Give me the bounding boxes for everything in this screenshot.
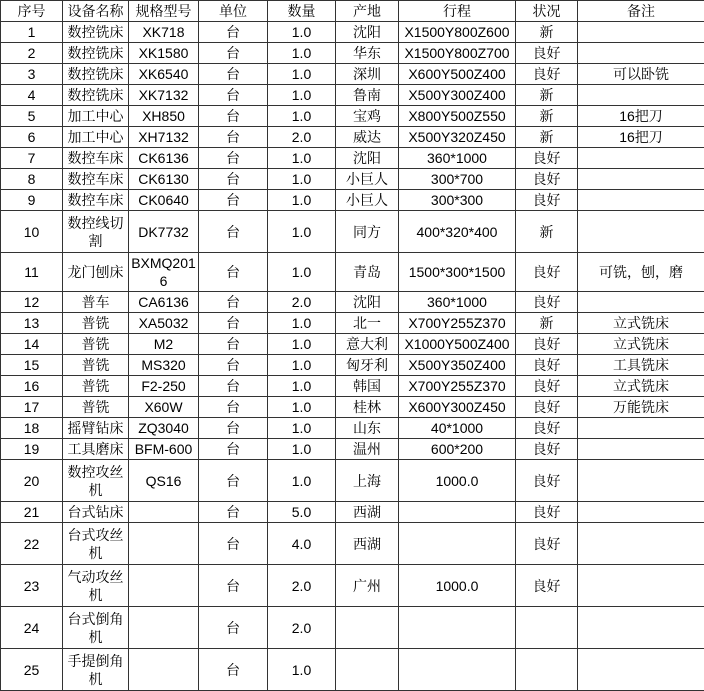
- cell-unit: 台: [199, 106, 268, 127]
- cell-origin: 深圳: [336, 64, 399, 85]
- cell-seq: 24: [1, 607, 63, 649]
- cell-model: XK6540: [129, 64, 199, 85]
- table-row: [1, 376, 704, 397]
- table-row: [1, 22, 704, 43]
- cell-travel: X700Y255Z370: [399, 313, 516, 334]
- cell-name: 加工中心: [63, 106, 129, 127]
- cell-travel: X1500Y800Z600: [399, 22, 516, 43]
- cell-model: CA6136: [129, 292, 199, 313]
- col-header-qty: 数量: [268, 1, 336, 22]
- cell-condition: 良好: [516, 460, 578, 502]
- cell-qty: 2.0: [268, 292, 336, 313]
- cell-travel: 40*1000: [399, 418, 516, 439]
- cell-qty: 1.0: [268, 418, 336, 439]
- cell-seq: 8: [1, 169, 63, 190]
- cell-condition: [516, 607, 578, 649]
- table-row: [1, 418, 704, 439]
- cell-unit: 台: [199, 565, 268, 607]
- cell-remark: [578, 649, 704, 691]
- col-header-seq: 序号: [1, 1, 63, 22]
- cell-travel: X500Y350Z400: [399, 355, 516, 376]
- table-row: [1, 565, 704, 607]
- cell-qty: 5.0: [268, 502, 336, 523]
- cell-unit: 台: [199, 127, 268, 148]
- table-row: [1, 397, 704, 418]
- cell-seq: 22: [1, 523, 63, 565]
- cell-remark: 工具铣床: [578, 355, 704, 376]
- cell-seq: 13: [1, 313, 63, 334]
- col-header-condition: 状况: [516, 1, 578, 22]
- cell-condition: [516, 649, 578, 691]
- cell-qty: 1.0: [268, 169, 336, 190]
- cell-remark: [578, 460, 704, 502]
- table-body: [1, 22, 704, 691]
- cell-origin: 上海: [336, 460, 399, 502]
- cell-name: 台式攻丝机: [63, 523, 129, 565]
- cell-travel: 300*700: [399, 169, 516, 190]
- table-row: [1, 169, 704, 190]
- cell-name: 加工中心: [63, 127, 129, 148]
- table-row: [1, 211, 704, 253]
- cell-travel: X600Y300Z450: [399, 397, 516, 418]
- cell-condition: 新: [516, 211, 578, 253]
- cell-seq: 9: [1, 190, 63, 211]
- cell-name: 普铣: [63, 334, 129, 355]
- cell-remark: 可铣，刨，磨: [578, 253, 704, 292]
- cell-origin: 广州: [336, 565, 399, 607]
- cell-origin: 意大利: [336, 334, 399, 355]
- cell-condition: 良好: [516, 190, 578, 211]
- cell-travel: 360*1000: [399, 292, 516, 313]
- cell-seq: 21: [1, 502, 63, 523]
- cell-travel: X700Y255Z370: [399, 376, 516, 397]
- col-header-travel: 行程: [399, 1, 516, 22]
- cell-name: 数控车床: [63, 169, 129, 190]
- cell-origin: [336, 649, 399, 691]
- cell-qty: 2.0: [268, 607, 336, 649]
- cell-condition: 良好: [516, 523, 578, 565]
- cell-name: 普铣: [63, 355, 129, 376]
- cell-origin: 威达: [336, 127, 399, 148]
- cell-condition: 新: [516, 313, 578, 334]
- cell-condition: 良好: [516, 43, 578, 64]
- cell-condition: 良好: [516, 355, 578, 376]
- cell-condition: 新: [516, 127, 578, 148]
- table-row: [1, 439, 704, 460]
- cell-origin: 鲁南: [336, 85, 399, 106]
- cell-model: XK1580: [129, 43, 199, 64]
- cell-condition: 良好: [516, 253, 578, 292]
- col-header-unit: 单位: [199, 1, 268, 22]
- cell-name: 气动攻丝机: [63, 565, 129, 607]
- cell-origin: 温州: [336, 439, 399, 460]
- cell-name: 台式倒角机: [63, 607, 129, 649]
- cell-condition: 良好: [516, 169, 578, 190]
- cell-qty: 1.0: [268, 649, 336, 691]
- cell-origin: 沈阳: [336, 292, 399, 313]
- cell-origin: 韩国: [336, 376, 399, 397]
- cell-condition: 良好: [516, 502, 578, 523]
- cell-name: 龙门刨床: [63, 253, 129, 292]
- cell-name: 数控车床: [63, 190, 129, 211]
- cell-unit: 台: [199, 64, 268, 85]
- cell-origin: 沈阳: [336, 148, 399, 169]
- cell-remark: 16把刀: [578, 127, 704, 148]
- cell-unit: 台: [199, 355, 268, 376]
- table-row: [1, 190, 704, 211]
- cell-remark: [578, 502, 704, 523]
- cell-remark: 万能铣床: [578, 397, 704, 418]
- cell-seq: 1: [1, 22, 63, 43]
- cell-unit: 台: [199, 418, 268, 439]
- cell-unit: 台: [199, 253, 268, 292]
- cell-remark: [578, 22, 704, 43]
- cell-name: 普铣: [63, 313, 129, 334]
- cell-origin: 青岛: [336, 253, 399, 292]
- cell-qty: 1.0: [268, 313, 336, 334]
- cell-remark: 可以卧铣: [578, 64, 704, 85]
- cell-condition: 新: [516, 85, 578, 106]
- cell-name: 数控铣床: [63, 43, 129, 64]
- cell-seq: 7: [1, 148, 63, 169]
- cell-remark: 立式铣床: [578, 376, 704, 397]
- table-row: [1, 292, 704, 313]
- cell-model: F2-250: [129, 376, 199, 397]
- cell-remark: [578, 190, 704, 211]
- cell-name: 台式钻床: [63, 502, 129, 523]
- cell-remark: 立式铣床: [578, 313, 704, 334]
- cell-remark: [578, 523, 704, 565]
- cell-travel: 1500*300*1500: [399, 253, 516, 292]
- cell-name: 普车: [63, 292, 129, 313]
- cell-unit: 台: [199, 43, 268, 64]
- cell-origin: 山东: [336, 418, 399, 439]
- table-row: [1, 523, 704, 565]
- cell-origin: 匈牙利: [336, 355, 399, 376]
- cell-condition: 良好: [516, 565, 578, 607]
- cell-remark: [578, 418, 704, 439]
- cell-condition: 良好: [516, 148, 578, 169]
- cell-origin: 宝鸡: [336, 106, 399, 127]
- cell-model: [129, 565, 199, 607]
- table-row: [1, 127, 704, 148]
- cell-unit: 台: [199, 334, 268, 355]
- cell-condition: 新: [516, 22, 578, 43]
- cell-model: ZQ3040: [129, 418, 199, 439]
- cell-travel: X800Y500Z550: [399, 106, 516, 127]
- cell-model: BXMQ2016: [129, 253, 199, 292]
- table-row: [1, 106, 704, 127]
- cell-remark: [578, 148, 704, 169]
- cell-travel: [399, 607, 516, 649]
- cell-travel: 300*300: [399, 190, 516, 211]
- cell-qty: 1.0: [268, 106, 336, 127]
- cell-origin: 沈阳: [336, 22, 399, 43]
- cell-seq: 20: [1, 460, 63, 502]
- cell-unit: 台: [199, 22, 268, 43]
- cell-name: 数控铣床: [63, 22, 129, 43]
- cell-unit: 台: [199, 313, 268, 334]
- cell-model: XA5032: [129, 313, 199, 334]
- cell-travel: 400*320*400: [399, 211, 516, 253]
- cell-seq: 6: [1, 127, 63, 148]
- table-row: [1, 460, 704, 502]
- cell-remark: 立式铣床: [578, 334, 704, 355]
- cell-origin: [336, 607, 399, 649]
- cell-remark: [578, 565, 704, 607]
- cell-model: DK7732: [129, 211, 199, 253]
- cell-seq: 15: [1, 355, 63, 376]
- cell-remark: [578, 439, 704, 460]
- cell-model: [129, 523, 199, 565]
- cell-qty: 1.0: [268, 376, 336, 397]
- cell-name: 手提倒角机: [63, 649, 129, 691]
- cell-name: 普铣: [63, 376, 129, 397]
- cell-name: 数控车床: [63, 148, 129, 169]
- cell-travel: 1000.0: [399, 565, 516, 607]
- cell-travel: X1500Y800Z700: [399, 43, 516, 64]
- cell-name: 数控线切割: [63, 211, 129, 253]
- cell-unit: 台: [199, 523, 268, 565]
- cell-model: CK6130: [129, 169, 199, 190]
- cell-origin: 西湖: [336, 502, 399, 523]
- cell-model: XK7132: [129, 85, 199, 106]
- table-row: [1, 502, 704, 523]
- cell-name: 普铣: [63, 397, 129, 418]
- cell-unit: 台: [199, 607, 268, 649]
- cell-seq: 2: [1, 43, 63, 64]
- cell-name: 摇臂钻床: [63, 418, 129, 439]
- cell-qty: 1.0: [268, 439, 336, 460]
- cell-qty: 1.0: [268, 64, 336, 85]
- cell-unit: 台: [199, 292, 268, 313]
- cell-seq: 19: [1, 439, 63, 460]
- cell-qty: 2.0: [268, 565, 336, 607]
- col-header-remark: 备注: [578, 1, 704, 22]
- cell-seq: 11: [1, 253, 63, 292]
- cell-model: X60W: [129, 397, 199, 418]
- cell-model: QS16: [129, 460, 199, 502]
- table-row: [1, 334, 704, 355]
- cell-name: 数控铣床: [63, 64, 129, 85]
- table-row: [1, 64, 704, 85]
- header-row: [1, 1, 704, 22]
- cell-travel: [399, 649, 516, 691]
- cell-origin: 小巨人: [336, 169, 399, 190]
- cell-condition: 良好: [516, 64, 578, 85]
- cell-model: CK0640: [129, 190, 199, 211]
- cell-origin: 西湖: [336, 523, 399, 565]
- cell-seq: 5: [1, 106, 63, 127]
- cell-qty: 1.0: [268, 43, 336, 64]
- col-header-model: 规格型号: [129, 1, 199, 22]
- cell-qty: 1.0: [268, 190, 336, 211]
- cell-qty: 1.0: [268, 253, 336, 292]
- cell-qty: 4.0: [268, 523, 336, 565]
- cell-unit: 台: [199, 211, 268, 253]
- cell-origin: 桂林: [336, 397, 399, 418]
- table-row: [1, 355, 704, 376]
- cell-condition: 良好: [516, 418, 578, 439]
- cell-model: [129, 649, 199, 691]
- cell-travel: X500Y300Z400: [399, 85, 516, 106]
- cell-travel: [399, 502, 516, 523]
- cell-travel: 600*200: [399, 439, 516, 460]
- cell-model: MS320: [129, 355, 199, 376]
- cell-qty: 1.0: [268, 355, 336, 376]
- cell-qty: 1.0: [268, 334, 336, 355]
- table-row: [1, 148, 704, 169]
- cell-condition: 良好: [516, 376, 578, 397]
- cell-unit: 台: [199, 397, 268, 418]
- cell-unit: 台: [199, 460, 268, 502]
- table-header: [1, 1, 704, 22]
- cell-seq: 3: [1, 64, 63, 85]
- cell-seq: 18: [1, 418, 63, 439]
- cell-seq: 10: [1, 211, 63, 253]
- cell-travel: 1000.0: [399, 460, 516, 502]
- cell-seq: 25: [1, 649, 63, 691]
- cell-remark: [578, 211, 704, 253]
- cell-name: 数控铣床: [63, 85, 129, 106]
- cell-model: XK718: [129, 22, 199, 43]
- cell-qty: 1.0: [268, 460, 336, 502]
- cell-unit: 台: [199, 169, 268, 190]
- cell-remark: 16把刀: [578, 106, 704, 127]
- cell-unit: 台: [199, 376, 268, 397]
- cell-model: XH850: [129, 106, 199, 127]
- cell-seq: 14: [1, 334, 63, 355]
- cell-model: [129, 502, 199, 523]
- cell-condition: 新: [516, 106, 578, 127]
- col-header-name: 设备名称: [63, 1, 129, 22]
- cell-travel: X600Y500Z400: [399, 64, 516, 85]
- col-header-origin: 产地: [336, 1, 399, 22]
- cell-travel: [399, 523, 516, 565]
- cell-qty: 1.0: [268, 397, 336, 418]
- table-row: [1, 43, 704, 64]
- cell-seq: 16: [1, 376, 63, 397]
- cell-seq: 23: [1, 565, 63, 607]
- cell-model: CK6136: [129, 148, 199, 169]
- cell-qty: 1.0: [268, 148, 336, 169]
- cell-model: [129, 607, 199, 649]
- cell-unit: 台: [199, 439, 268, 460]
- cell-name: 工具磨床: [63, 439, 129, 460]
- cell-seq: 17: [1, 397, 63, 418]
- cell-unit: 台: [199, 649, 268, 691]
- table-row: [1, 253, 704, 292]
- cell-travel: X500Y320Z450: [399, 127, 516, 148]
- cell-seq: 12: [1, 292, 63, 313]
- cell-remark: [578, 292, 704, 313]
- cell-origin: 北一: [336, 313, 399, 334]
- cell-remark: [578, 43, 704, 64]
- cell-remark: [578, 607, 704, 649]
- table-row: [1, 649, 704, 691]
- cell-qty: 2.0: [268, 127, 336, 148]
- cell-qty: 1.0: [268, 22, 336, 43]
- cell-qty: 1.0: [268, 211, 336, 253]
- cell-model: BFM-600: [129, 439, 199, 460]
- cell-unit: 台: [199, 148, 268, 169]
- cell-condition: 良好: [516, 397, 578, 418]
- cell-model: XH7132: [129, 127, 199, 148]
- table-row: [1, 313, 704, 334]
- cell-origin: 小巨人: [336, 190, 399, 211]
- cell-travel: X1000Y500Z400: [399, 334, 516, 355]
- cell-travel: 360*1000: [399, 148, 516, 169]
- cell-name: 数控攻丝机: [63, 460, 129, 502]
- cell-qty: 1.0: [268, 85, 336, 106]
- cell-origin: 同方: [336, 211, 399, 253]
- cell-unit: 台: [199, 502, 268, 523]
- cell-origin: 华东: [336, 43, 399, 64]
- cell-unit: 台: [199, 190, 268, 211]
- cell-condition: 良好: [516, 292, 578, 313]
- cell-remark: [578, 169, 704, 190]
- cell-model: M2: [129, 334, 199, 355]
- table-row: [1, 85, 704, 106]
- cell-condition: 良好: [516, 439, 578, 460]
- cell-remark: [578, 85, 704, 106]
- cell-seq: 4: [1, 85, 63, 106]
- cell-unit: 台: [199, 85, 268, 106]
- cell-condition: 良好: [516, 334, 578, 355]
- table-row: [1, 607, 704, 649]
